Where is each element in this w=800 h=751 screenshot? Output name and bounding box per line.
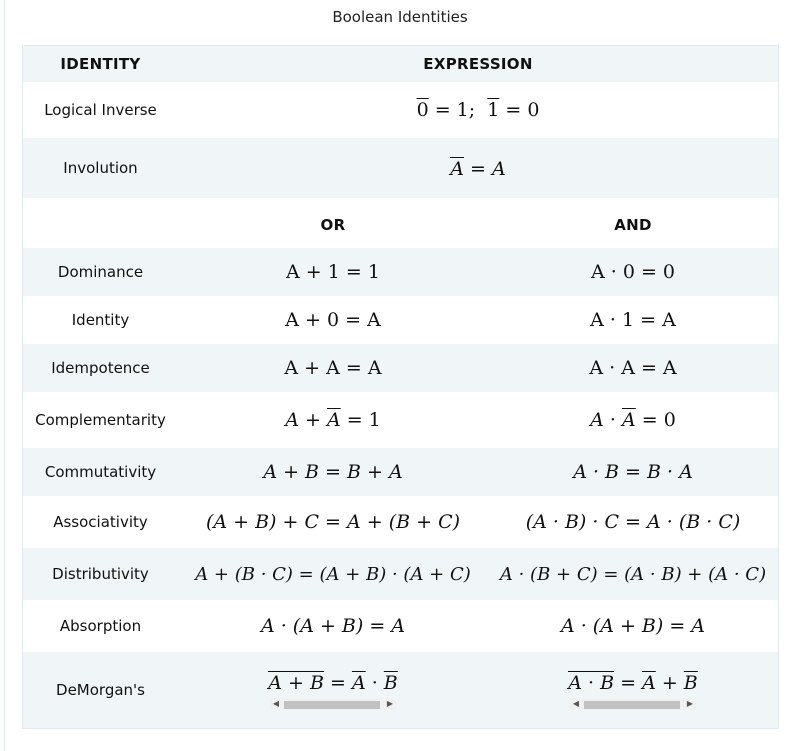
row-label-identity: Identity <box>71 311 130 329</box>
row-label-commutativity: Commutativity <box>44 463 157 481</box>
row-label-distributivity: Distributivity <box>52 565 149 583</box>
scrollbar-thumb[interactable] <box>584 701 680 709</box>
scroll-right-arrow-icon[interactable]: ▶ <box>386 699 394 708</box>
table-header-row <box>23 46 778 82</box>
table-subheader-row <box>23 198 778 248</box>
or-demorgans <box>178 652 488 728</box>
row-label-complementarity: Complementarity <box>35 411 166 429</box>
row-label-associativity: Associativity <box>53 513 148 531</box>
header-expression: EXPRESSION <box>423 55 533 73</box>
row-label-idempotence: Idempotence <box>51 359 150 377</box>
scroll-right-arrow-icon[interactable]: ▶ <box>686 699 694 708</box>
and-demorgans <box>488 652 778 728</box>
or-associativity: (A + B) + C = A + (B + C) <box>205 511 461 533</box>
or-complementarity: $A + \overline{A} = 1$ <box>285 409 381 431</box>
table-row <box>23 652 778 728</box>
scrollbar-thumb[interactable] <box>284 701 380 709</box>
and-dominance: A · 0 = 0 <box>590 261 675 283</box>
expr-involution: $\overline{A} = A$ <box>450 157 506 180</box>
expr-logical-inverse: 0 = 1; 1 = 0 <box>416 99 540 121</box>
and-demorgans-expr: $A \cdot B = \overline{A} + \overline{B}$ <box>568 671 698 694</box>
or-absorption: A · (A + B) = A <box>260 615 406 637</box>
table-row <box>23 548 778 600</box>
scroll-left-arrow-icon[interactable]: ◀ <box>572 699 580 708</box>
or-demorgans-scrollbar[interactable] <box>270 698 396 710</box>
scroll-left-arrow-icon[interactable]: ◀ <box>272 699 280 708</box>
row-label-involution: Involution <box>63 159 138 177</box>
and-demorgans-scrollbar[interactable] <box>570 698 696 710</box>
header-and: AND <box>614 216 652 234</box>
and-distributivity: A · (B + C) = (A · B) + (A · C) <box>499 563 767 585</box>
table-row <box>23 296 778 344</box>
or-demorgans-expr: $A + B = \overline{A} \cdot \overline{B}$ <box>268 671 398 694</box>
row-label-dominance: Dominance <box>57 263 144 281</box>
row-label-logical-inverse: Logical Inverse <box>44 101 157 119</box>
and-idempotence: A · A = A <box>589 357 677 379</box>
row-label-absorption: Absorption <box>59 617 142 635</box>
table-row <box>23 392 778 448</box>
and-associativity: (A · B) · C = A · (B · C) <box>525 511 741 533</box>
or-identity: A + 0 = A <box>285 309 381 331</box>
table-row <box>23 600 778 652</box>
or-distributivity: A + (B · C) = (A + B) · (A + C) <box>195 563 471 585</box>
row-label-demorgans: DeMorgan's <box>56 681 145 699</box>
table-row <box>23 82 778 138</box>
table-row <box>23 248 778 296</box>
and-complementarity: $A \cdot \overline{A} = 0$ <box>590 409 676 431</box>
table-row <box>23 496 778 548</box>
and-commutativity: A · B = B · A <box>573 461 693 483</box>
header-identity: IDENTITY <box>60 55 141 73</box>
left-border <box>4 0 5 751</box>
and-absorption: A · (A + B) = A <box>560 615 706 637</box>
page-title: Boolean Identities <box>332 8 468 26</box>
header-or: OR <box>320 216 346 234</box>
identities-table <box>22 45 779 729</box>
or-idempotence: A + A = A <box>284 357 382 379</box>
and-identity: A · 1 = A <box>590 309 676 331</box>
or-dominance: A + 1 = 1 <box>286 261 380 283</box>
table-row <box>23 448 778 496</box>
table-row <box>23 138 778 198</box>
table-row <box>23 344 778 392</box>
or-commutativity: A + B = B + A <box>263 461 403 483</box>
